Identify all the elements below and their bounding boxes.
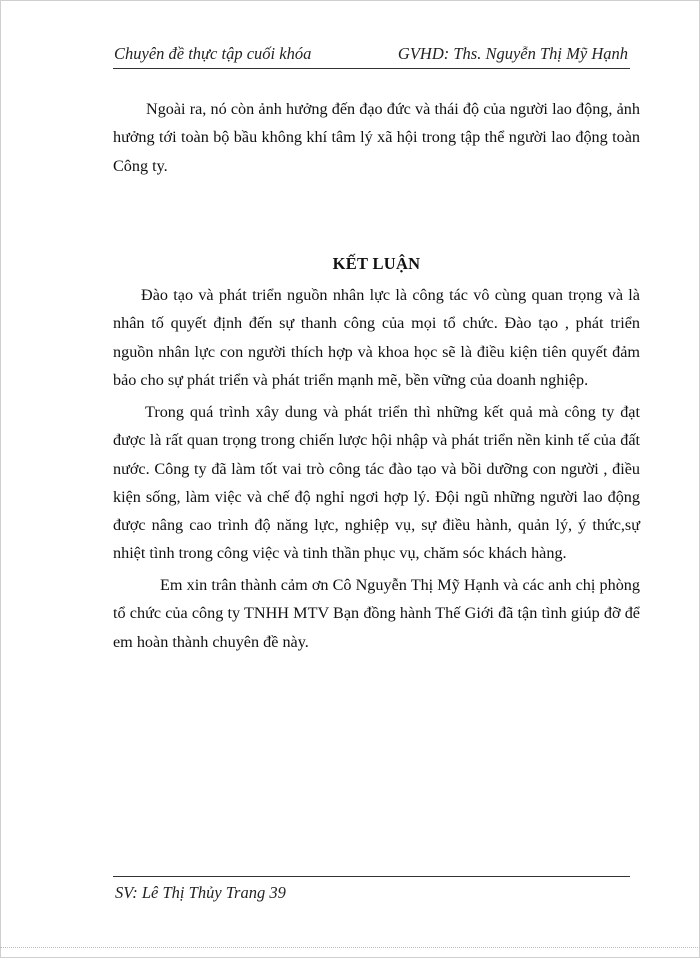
conclusion-heading: KẾT LUẬN xyxy=(332,254,421,273)
page-footer xyxy=(113,876,630,902)
header-advisor: GVHD: Ths. Nguyễn Thị Mỹ Hạnh xyxy=(397,44,628,63)
thanks-text: Em xin trân thành cảm ơn Cô Nguyễn Thị Mỹ Hạnh và các anh chị phòng tổ chức của công ty TNHH MTV Bạn đồng hành Thế Giới đã tận tình giúp đỡ để em hoàn thành chuyên đề này. xyxy=(113,576,640,651)
page-header xyxy=(113,42,630,69)
page-bottom-divider xyxy=(0,947,700,948)
thanks-paragraph xyxy=(113,571,640,656)
header-course-title: Chuyên đề thực tập cuối khóa xyxy=(114,44,312,63)
conclusion-text-2: Trong quá trình xây dung và phát triển thì những kết quả mà công ty đạt được là rất quan trọng trong chiến lược hội nhập và phát triển nền kinh tế của đất nước. Công ty đã làm tốt vai trò công tác đào tạo và bồi dưỡng con người , điều kiện sống, làm việc và chế độ nghỉ ngơi hợp lý. Đội ngũ những người lao động được nâng cao trình độ năng lực, nghiệp vụ, sự điều hành, quản lý, ý thức,sự nhiệt tình trong công việc và tinh thần phục vụ, chăm sóc khách hàng. xyxy=(113,403,640,563)
conclusion-paragraph-2 xyxy=(113,398,640,568)
footer-student: SV: Lê Thị Thủy Trang 39 xyxy=(115,883,286,902)
intro-paragraph xyxy=(113,95,640,180)
intro-text: Ngoài ra, nó còn ảnh hưởng đến đạo đức và thái độ của người lao động, ảnh hưởng tới toàn bộ bầu không khí tâm lý xã hội trong tập thể người lao động toàn Công ty. xyxy=(113,100,640,175)
conclusion-paragraph-1 xyxy=(113,281,640,394)
conclusion-text-1: Đào tạo và phát triển nguồn nhân lực là công tác vô cùng quan trọng và là nhân tố quyết định đến sự thanh công của mọi tổ chức. Đào tạo , phát triển nguồn nhân lực con người thích hợp và khoa học sẽ là điều kiện tiên quyết đảm bảo cho sự phát triển và phát triển mạnh mẽ, bền vững của doanh nghiệp. xyxy=(113,286,640,389)
